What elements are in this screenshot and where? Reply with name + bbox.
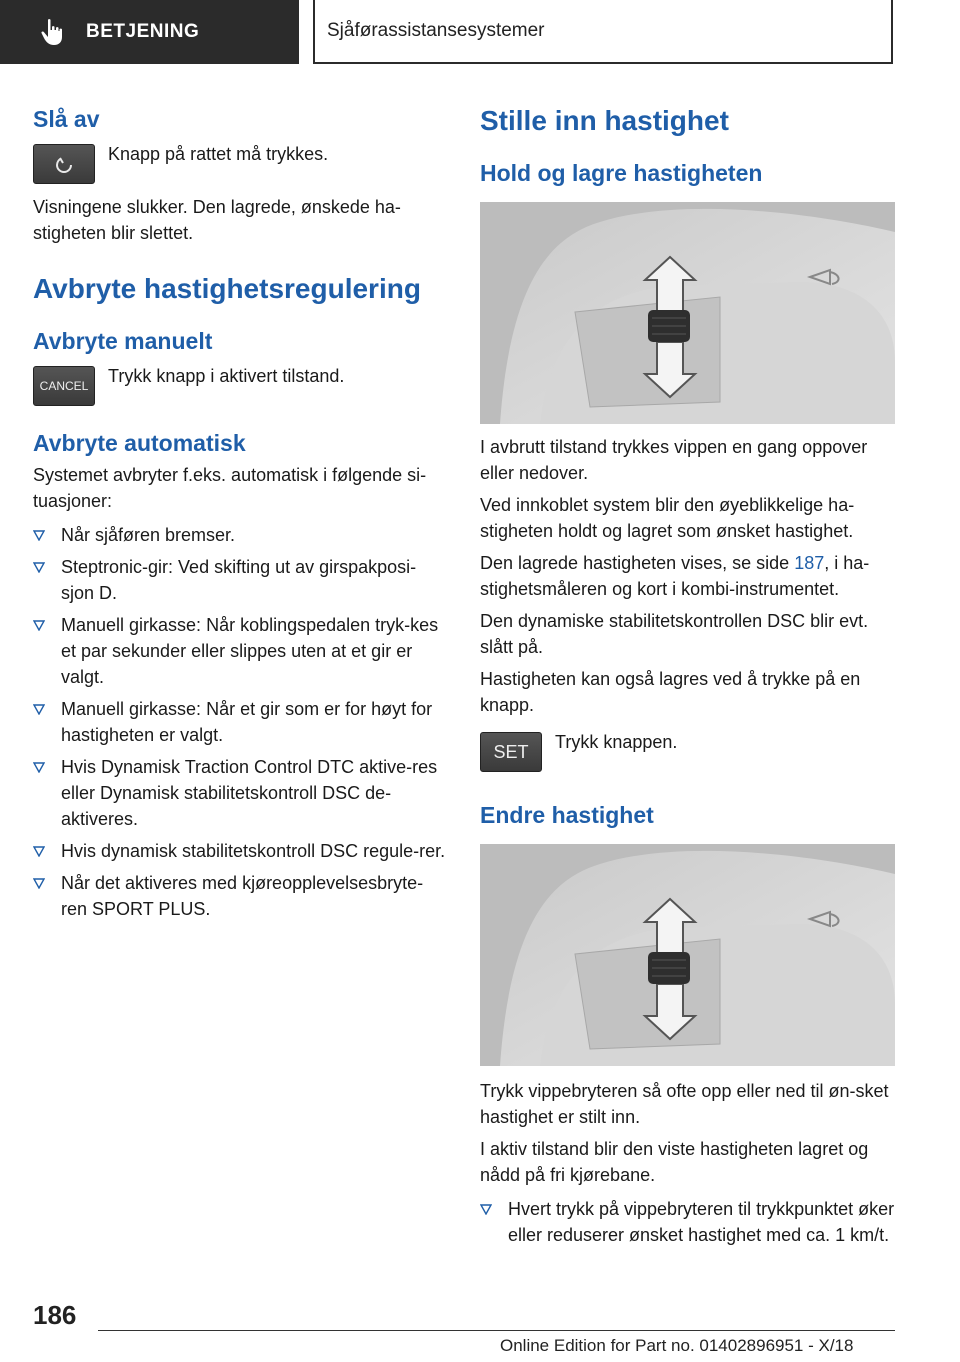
paragraph-auto-intro: Systemet avbryter f.eks. automatisk i følgende si-tuasjoner: [33, 465, 427, 511]
page-number: 186 [33, 1300, 77, 1330]
paragraph-endre-1: Trykk vippebryteren så ofte opp eller ned til øn-sket hastighet er stilt inn. [480, 1081, 889, 1127]
section-title-text: Sjåførassistansesystemer [327, 20, 545, 41]
list-item: Manuell girkasse: Når et gir som er for høyt for hastigheten er valgt. [33, 696, 448, 748]
section-title [313, 0, 893, 64]
key-text-set: Trykk knappen. [555, 732, 678, 752]
list-item: Hvis dynamisk stabilitetskontroll DSC regule-rer. [33, 838, 448, 864]
cruise-control-off-key [33, 144, 95, 184]
hand-pointer-icon [40, 18, 66, 46]
list-item: Når det aktiveres med kjøreopplevelsesbryte-ren SPORT PLUS. [33, 870, 448, 922]
triangle-bullet-icon [33, 620, 45, 631]
paragraph-hold-3: Den lagrede hastigheten vises, se side 187, i ha-stighetsmåleren og kort i kombi-instrumentet. [480, 553, 870, 599]
page-link[interactable]: 187 [794, 553, 825, 573]
triangle-bullet-icon [33, 878, 45, 889]
chapter-tab[interactable] [0, 0, 299, 64]
cancel-key-label: CANCEL [39, 379, 89, 393]
list-item: Manuell girkasse: Når koblingspedalen tryk-kes et par sekunder eller slippes uten at et gir er valgt. [33, 612, 448, 690]
paragraph-hold-1: I avbrutt tilstand trykkes vippen en gang oppover eller nedover. [480, 437, 868, 483]
triangle-bullet-icon [33, 530, 45, 541]
footer-divider [98, 1330, 895, 1331]
key-row-off [33, 144, 448, 184]
paragraph-off: Visningene slukker. Den lagrede, ønskede ha-stigheten blir slettet. [33, 197, 401, 243]
heading-avbryte-automatisk: Avbryte automatisk [33, 430, 246, 456]
list-item: Hvis Dynamisk Traction Control DTC aktive-res eller Dynamisk stabilitetskontroll DSC de-aktiveres. [33, 754, 448, 832]
right-column [480, 100, 895, 1248]
heading-hold-lagre: Hold og lagre hastigheten [480, 160, 763, 186]
key-text-cancel: Trykk knapp i aktivert tilstand. [108, 366, 345, 386]
cruise-control-off-icon [51, 153, 77, 175]
triangle-bullet-icon [33, 704, 45, 715]
list-item: Når sjåføren bremser. [33, 522, 448, 548]
steering-wheel-rocker-photo [480, 202, 895, 424]
heading-avbryte: Avbryte hastighetsregulering [33, 273, 421, 304]
paragraph-endre-2: I aktiv tilstand blir den viste hastigheten lagret og nådd på fri kjørebane. [480, 1139, 869, 1185]
list-endre [480, 1196, 895, 1248]
set-key [480, 732, 542, 772]
left-column [33, 100, 448, 928]
triangle-bullet-icon [480, 1204, 492, 1215]
triangle-bullet-icon [33, 562, 45, 573]
key-text-off: Knapp på rattet må trykkes. [108, 144, 329, 164]
list-auto [33, 522, 448, 922]
list-item: Steptronic-gir: Ved skifting ut av girspakposi-sjon D. [33, 554, 448, 606]
set-key-label: SET [493, 741, 529, 762]
cancel-key [33, 366, 95, 406]
triangle-bullet-icon [33, 846, 45, 857]
heading-stille-inn: Stille inn hastighet [480, 105, 729, 136]
steering-wheel-rocker-photo-2 [480, 844, 895, 1066]
paragraph-hold-2: Ved innkoblet system blir den øyeblikkelige ha-stigheten holdt og lagret som ønsket hastighet. [480, 495, 855, 541]
key-row-cancel [33, 366, 448, 406]
heading-endre: Endre hastighet [480, 802, 654, 828]
chapter-label: BETJENING [86, 21, 200, 42]
key-row-set [480, 732, 895, 772]
heading-avbryte-manuelt: Avbryte manuelt [33, 328, 213, 354]
paragraph-hold-5: Hastigheten kan også lagres ved å trykke på en knapp. [480, 669, 861, 715]
paragraph-hold-4: Den dynamiske stabilitetskontrollen DSC blir evt. slått på. [480, 611, 869, 657]
edition-note: Online Edition for Part no. 01402896951 - X/18 [500, 1336, 854, 1355]
triangle-bullet-icon [33, 762, 45, 773]
list-item: Hvert trykk på vippebryteren til trykkpunktet øker eller reduserer ønsket hastighet med ca. 1 km/t. [480, 1196, 895, 1248]
heading-sla-av: Slå av [33, 106, 100, 132]
